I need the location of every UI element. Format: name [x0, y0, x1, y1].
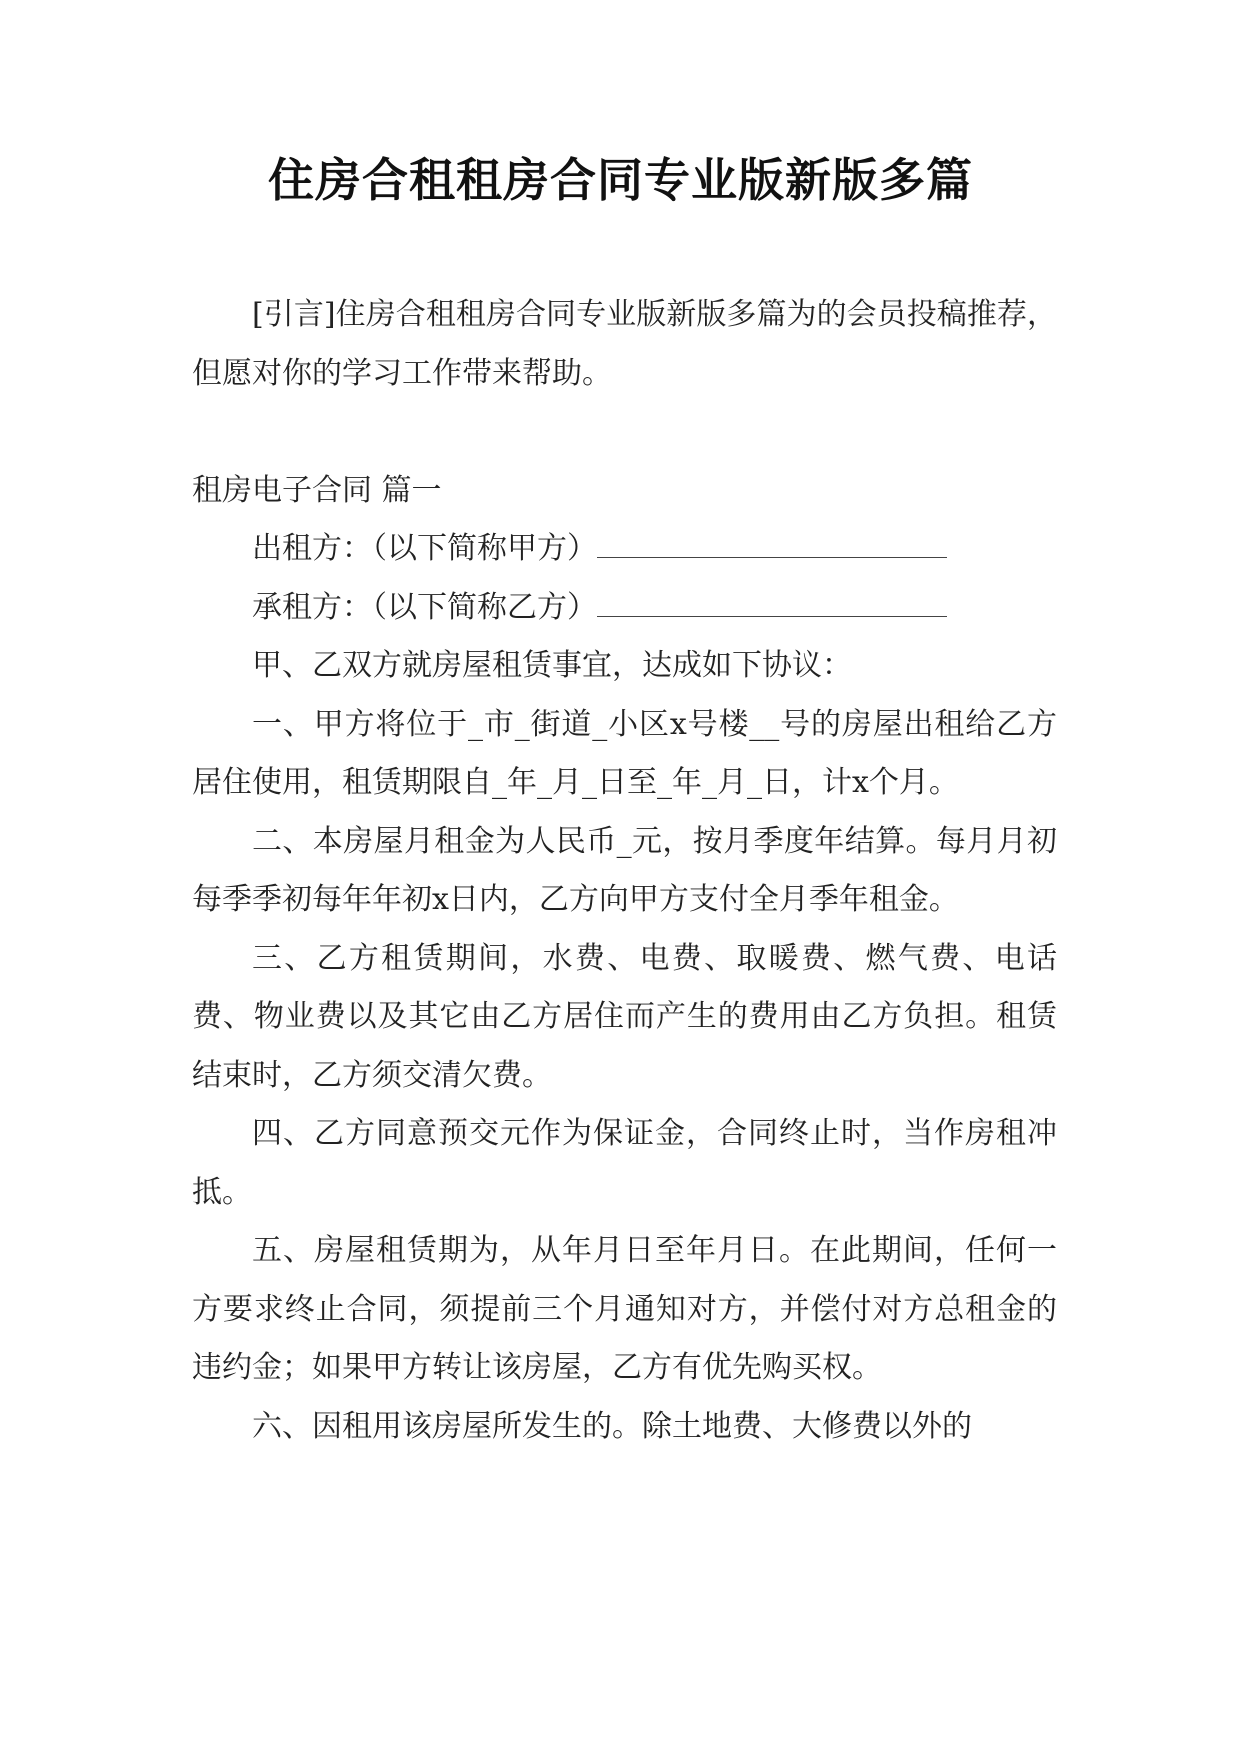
clause-5: 五、房屋租赁期为，从年月日至年月日。在此期间，任何一方要求终止合同，须提前三个月通知对方，并偿付对方总租金的违约金；如果甲方转让该房屋，乙方有优先购买权。 — [192, 1233, 1057, 1385]
agreement-intro: 甲、乙双方就房屋租赁事宜，达成如下协议： — [252, 648, 852, 683]
document-body — [192, 286, 1057, 1456]
clause-6: 六、因租用该房屋所发生的。除土地费、大修费以外的 — [252, 1408, 972, 1444]
lessee-line — [192, 579, 1057, 638]
lessor-line — [192, 520, 1057, 579]
lessor-blank — [597, 527, 947, 558]
clause-1: 一、甲方将位于_市_街道_小区x号楼__号的房屋出租给乙方居住使用，租赁期限自_年_月_日至_年_月_日，计x个月。 — [192, 706, 1057, 800]
lessor-label: 出租方：（以下简称甲方） — [252, 531, 597, 566]
section-heading: 租房电子合同 篇一 — [192, 472, 442, 508]
clause-4: 四、乙方同意预交元作为保证金，合同终止时，当作房租冲抵。 — [192, 1116, 1057, 1210]
clause-3: 三、乙方租赁期间，水费、电费、取暖费、燃气费、电话费、物业费以及其它由乙方居住而产生的费用由乙方负担。租赁结束时，乙方须交清欠费。 — [192, 940, 1057, 1093]
intro-paragraph: [引言]住房合租租房合同专业版新版多篇为的会员投稿推荐，但愿对你的学习工作带来帮助。 — [192, 297, 1057, 391]
lessee-label: 承租方：（以下简称乙方） — [252, 589, 597, 625]
lessee-blank — [597, 586, 947, 617]
document-title: 住房合租租房合同专业版新版多篇 — [268, 153, 973, 207]
spacer — [192, 403, 1057, 462]
clause-2: 二、本房屋月租金为人民币_元，按月季度年结算。每月月初每季季初每年年初x日内，乙方向甲方支付全月季年租金。 — [192, 823, 1057, 917]
